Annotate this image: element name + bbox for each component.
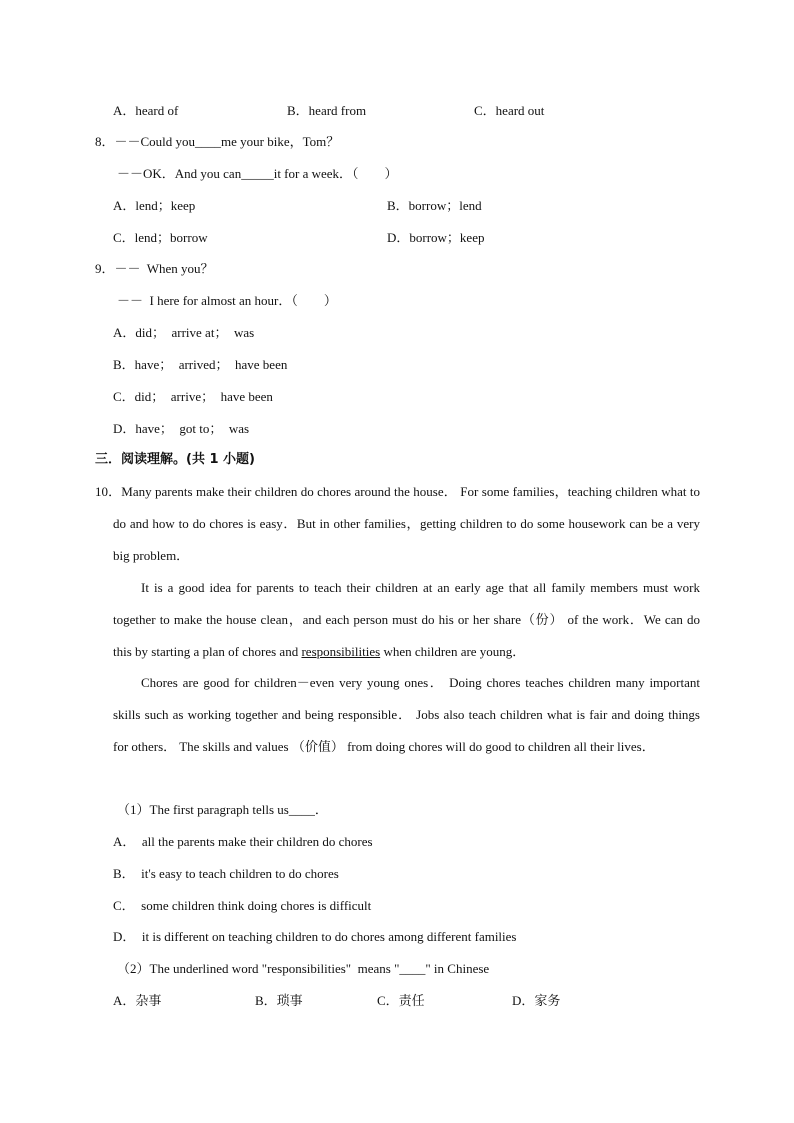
q8-option-a[interactable]: A．lend；keep [113,198,196,213]
q10-paragraph-2-text-before: It is a good idea for parents to teach their children at an early age that all family members must work together to make the house clean，and each person must do his or her share（份） of the work．We can do this by starting a plan of chores and [113,580,700,659]
q10-sub2-option-d[interactable]: D．家务 [512,993,561,1008]
q10-sub1-option-b[interactable]: B． it's easy to teach children to do chores [113,866,339,881]
q10-sub2-stem: （2）The underlined word "responsibilities" means "____" in Chinese [117,961,490,976]
q9-option-c[interactable]: C．did； arrive； have been [113,389,273,404]
q7-option-b[interactable]: B．heard from [287,103,367,118]
q10-paragraph-3-text: Chores are good for children－even very young ones． Doing chores teaches children many important skills such as working together and being responsible． Jobs also teach children what is fair and doing things for others． The skills and values （价值） from doing chores will do good to children all their lives． [113,675,700,754]
q10-sub1-option-c[interactable]: C． some children think doing chores is difficult [113,898,372,913]
q9-option-b[interactable]: B．have； arrived； have been [113,357,288,372]
q8-option-c[interactable]: C．lend；borrow [113,230,208,245]
q9-reply: －－ I here for almost an hour．（ ） [117,293,337,308]
q10-underlined-word: responsibilities [301,643,381,659]
q10-sub1-stem: （1）The first paragraph tells us____． [117,802,328,817]
q8-stem: 8．－－Could you____me your bike，Tom？ [95,134,340,149]
q8-option-b[interactable]: B．borrow；lend [387,198,482,213]
q10-sub2-option-c[interactable]: C．责任 [377,993,425,1008]
q10-paragraph-1-text: 10．Many parents make their children do chores around the house． For some families，teaching children what to do and how to do chores is easy．But in other families，getting children to do some housework can be a very big problem． [95,484,700,563]
q10-sub2-option-b[interactable]: B．琐事 [255,993,303,1008]
q8-option-d[interactable]: D．borrow；keep [387,230,485,245]
q9-option-d[interactable]: D．have； got to； was [113,421,250,436]
q9-option-a[interactable]: A．did； arrive at； was [113,325,255,340]
q10-paragraph-2 [113,572,700,667]
q10-paragraph-3 [113,667,700,762]
q10-sub2-option-a[interactable]: A．杂事 [113,993,162,1008]
q7-option-a[interactable]: A．heard of [113,103,179,118]
q10-sub1-option-a[interactable]: A． all the parents make their children do chores [113,834,373,849]
q10-sub1-option-d[interactable]: D． it is different on teaching children to do chores among different families [113,929,517,944]
q8-reply: －－OK．And you can_____it for a week．（ ） [117,166,398,181]
q10-paragraph-2-text-after: when children are young． [380,643,526,659]
q7-option-c[interactable]: C．heard out [474,103,545,118]
section-heading: 三．阅读理解。(共 1 小题) [95,452,255,467]
q10-paragraph-1 [95,476,700,571]
q9-stem: 9．－－ When you？ [95,261,214,276]
